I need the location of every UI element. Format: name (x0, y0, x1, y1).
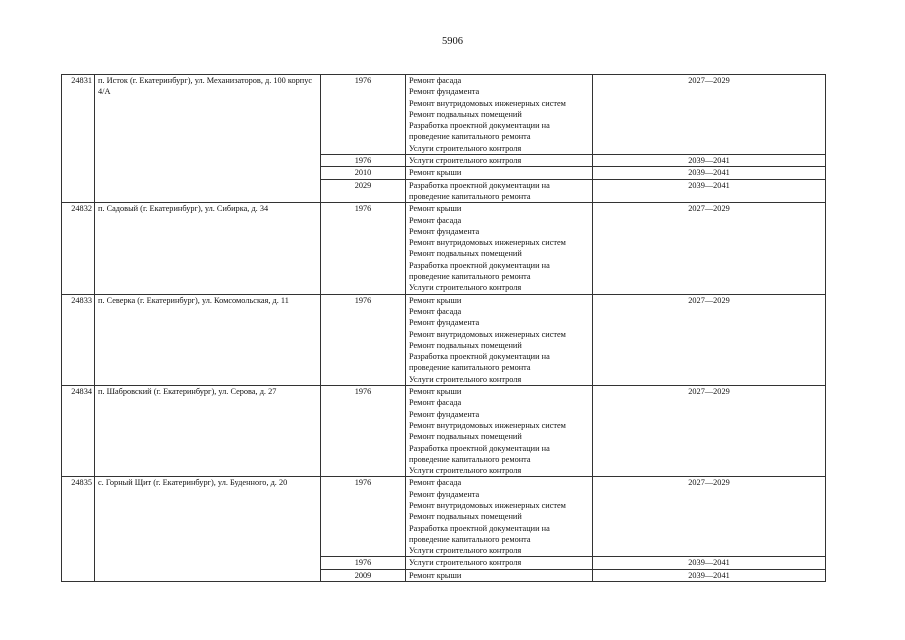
work-item: Ремонт крыши (409, 204, 462, 214)
work-item: Ремонт фасада (409, 398, 462, 408)
work-item: Ремонт крыши (409, 295, 462, 305)
row-number: 24831 (62, 75, 95, 203)
work-item: проведение капитального ремонта (409, 272, 531, 282)
work-item: Разработка проектной документации на (409, 180, 550, 190)
year-cell: 1976 (321, 203, 406, 294)
table-body (62, 75, 826, 582)
year-cell: 2009 (321, 569, 406, 581)
work-item: Ремонт подвальных помещений (409, 109, 522, 119)
period-cell: 2027—2029 (593, 203, 826, 294)
work-item: Ремонт внутридомовых инженерных систем (409, 500, 566, 510)
work-item: Ремонт фундамента (409, 318, 480, 328)
period-cell: 2027—2029 (593, 386, 826, 477)
year-cell: 1976 (321, 477, 406, 557)
works-cell (406, 203, 593, 294)
work-item: Ремонт фундамента (409, 226, 480, 236)
works-cell (406, 167, 593, 179)
work-item: Услуги строительного контроля (409, 374, 522, 384)
capital-repair-table (61, 74, 826, 582)
work-item: Ремонт внутридомовых инженерных систем (409, 98, 566, 108)
work-item: Разработка проектной документации на (409, 523, 550, 533)
period-cell: 2039—2041 (593, 179, 826, 203)
work-item: Услуги строительного контроля (409, 466, 522, 476)
period-cell: 2027—2029 (593, 294, 826, 385)
work-item: проведение капитального ремонта (409, 191, 531, 201)
work-item: Услуги строительного контроля (409, 283, 522, 293)
works-cell (406, 569, 593, 581)
works-cell (406, 557, 593, 569)
year-cell: 1976 (321, 386, 406, 477)
year-cell: 1976 (321, 155, 406, 167)
work-item: Ремонт фундамента (409, 87, 480, 97)
works-cell (406, 386, 593, 477)
works-cell (406, 75, 593, 155)
work-item: Ремонт внутридомовых инженерных систем (409, 238, 566, 248)
period-cell: 2027—2029 (593, 75, 826, 155)
work-item: Услуги строительного контроля (409, 156, 522, 166)
table-row (62, 386, 826, 477)
building-address: п. Садовый (г. Екатеринбург), ул. Сибирка, д. 34 (95, 203, 321, 294)
work-item: проведение капитального ремонта (409, 534, 531, 544)
period-cell: 2039—2041 (593, 569, 826, 581)
work-item: Ремонт фасада (409, 306, 462, 316)
year-cell: 2010 (321, 167, 406, 179)
work-item: Разработка проектной документации на (409, 121, 550, 131)
work-item: проведение капитального ремонта (409, 454, 531, 464)
row-number: 24832 (62, 203, 95, 294)
table-row (62, 203, 826, 294)
period-cell: 2039—2041 (593, 155, 826, 167)
row-number: 24834 (62, 386, 95, 477)
work-item: Услуги строительного контроля (409, 558, 522, 568)
work-item: Услуги строительного контроля (409, 143, 522, 153)
period-cell: 2027—2029 (593, 477, 826, 557)
table-row (62, 294, 826, 385)
work-item: Ремонт подвальных помещений (409, 432, 522, 442)
work-item: Ремонт подвальных помещений (409, 512, 522, 522)
year-cell: 1976 (321, 294, 406, 385)
works-cell (406, 477, 593, 557)
building-address: п. Шабровский (г. Екатеринбург), ул. Серова, д. 27 (95, 386, 321, 477)
work-item: Ремонт фундамента (409, 489, 480, 499)
work-item: Ремонт крыши (409, 570, 462, 580)
work-item: Ремонт крыши (409, 387, 462, 397)
building-address: п. Северка (г. Екатеринбург), ул. Комсомольская, д. 11 (95, 294, 321, 385)
row-number: 24833 (62, 294, 95, 385)
year-cell: 1976 (321, 75, 406, 155)
work-item: Ремонт внутридомовых инженерных систем (409, 420, 566, 430)
work-item: проведение капитального ремонта (409, 132, 531, 142)
work-item: Ремонт крыши (409, 168, 462, 178)
building-address: п. Исток (г. Екатеринбург), ул. Механизаторов, д. 100 корпус 4/А (95, 75, 321, 203)
work-item: Ремонт подвальных помещений (409, 249, 522, 259)
row-number: 24835 (62, 477, 95, 582)
work-item: Разработка проектной документации на (409, 443, 550, 453)
work-item: проведение капитального ремонта (409, 363, 531, 373)
period-cell: 2039—2041 (593, 557, 826, 569)
work-item: Ремонт внутридомовых инженерных систем (409, 329, 566, 339)
period-cell: 2039—2041 (593, 167, 826, 179)
works-cell (406, 294, 593, 385)
work-item: Ремонт фасада (409, 478, 462, 488)
year-cell: 1976 (321, 557, 406, 569)
building-address: с. Горный Щит (г. Екатеринбург), ул. Буденного, д. 20 (95, 477, 321, 582)
year-cell: 2029 (321, 179, 406, 203)
table-row (62, 477, 826, 557)
works-cell (406, 179, 593, 203)
work-item: Ремонт фундамента (409, 409, 480, 419)
work-item: Разработка проектной документации на (409, 260, 550, 270)
work-item: Ремонт подвальных помещений (409, 340, 522, 350)
work-item: Ремонт фасада (409, 76, 462, 85)
work-item: Услуги строительного контроля (409, 546, 522, 556)
work-item: Разработка проектной документации на (409, 352, 550, 362)
works-cell (406, 155, 593, 167)
table-row (62, 75, 826, 155)
work-item: Ремонт фасада (409, 215, 462, 225)
page-number: 5906 (442, 36, 463, 47)
